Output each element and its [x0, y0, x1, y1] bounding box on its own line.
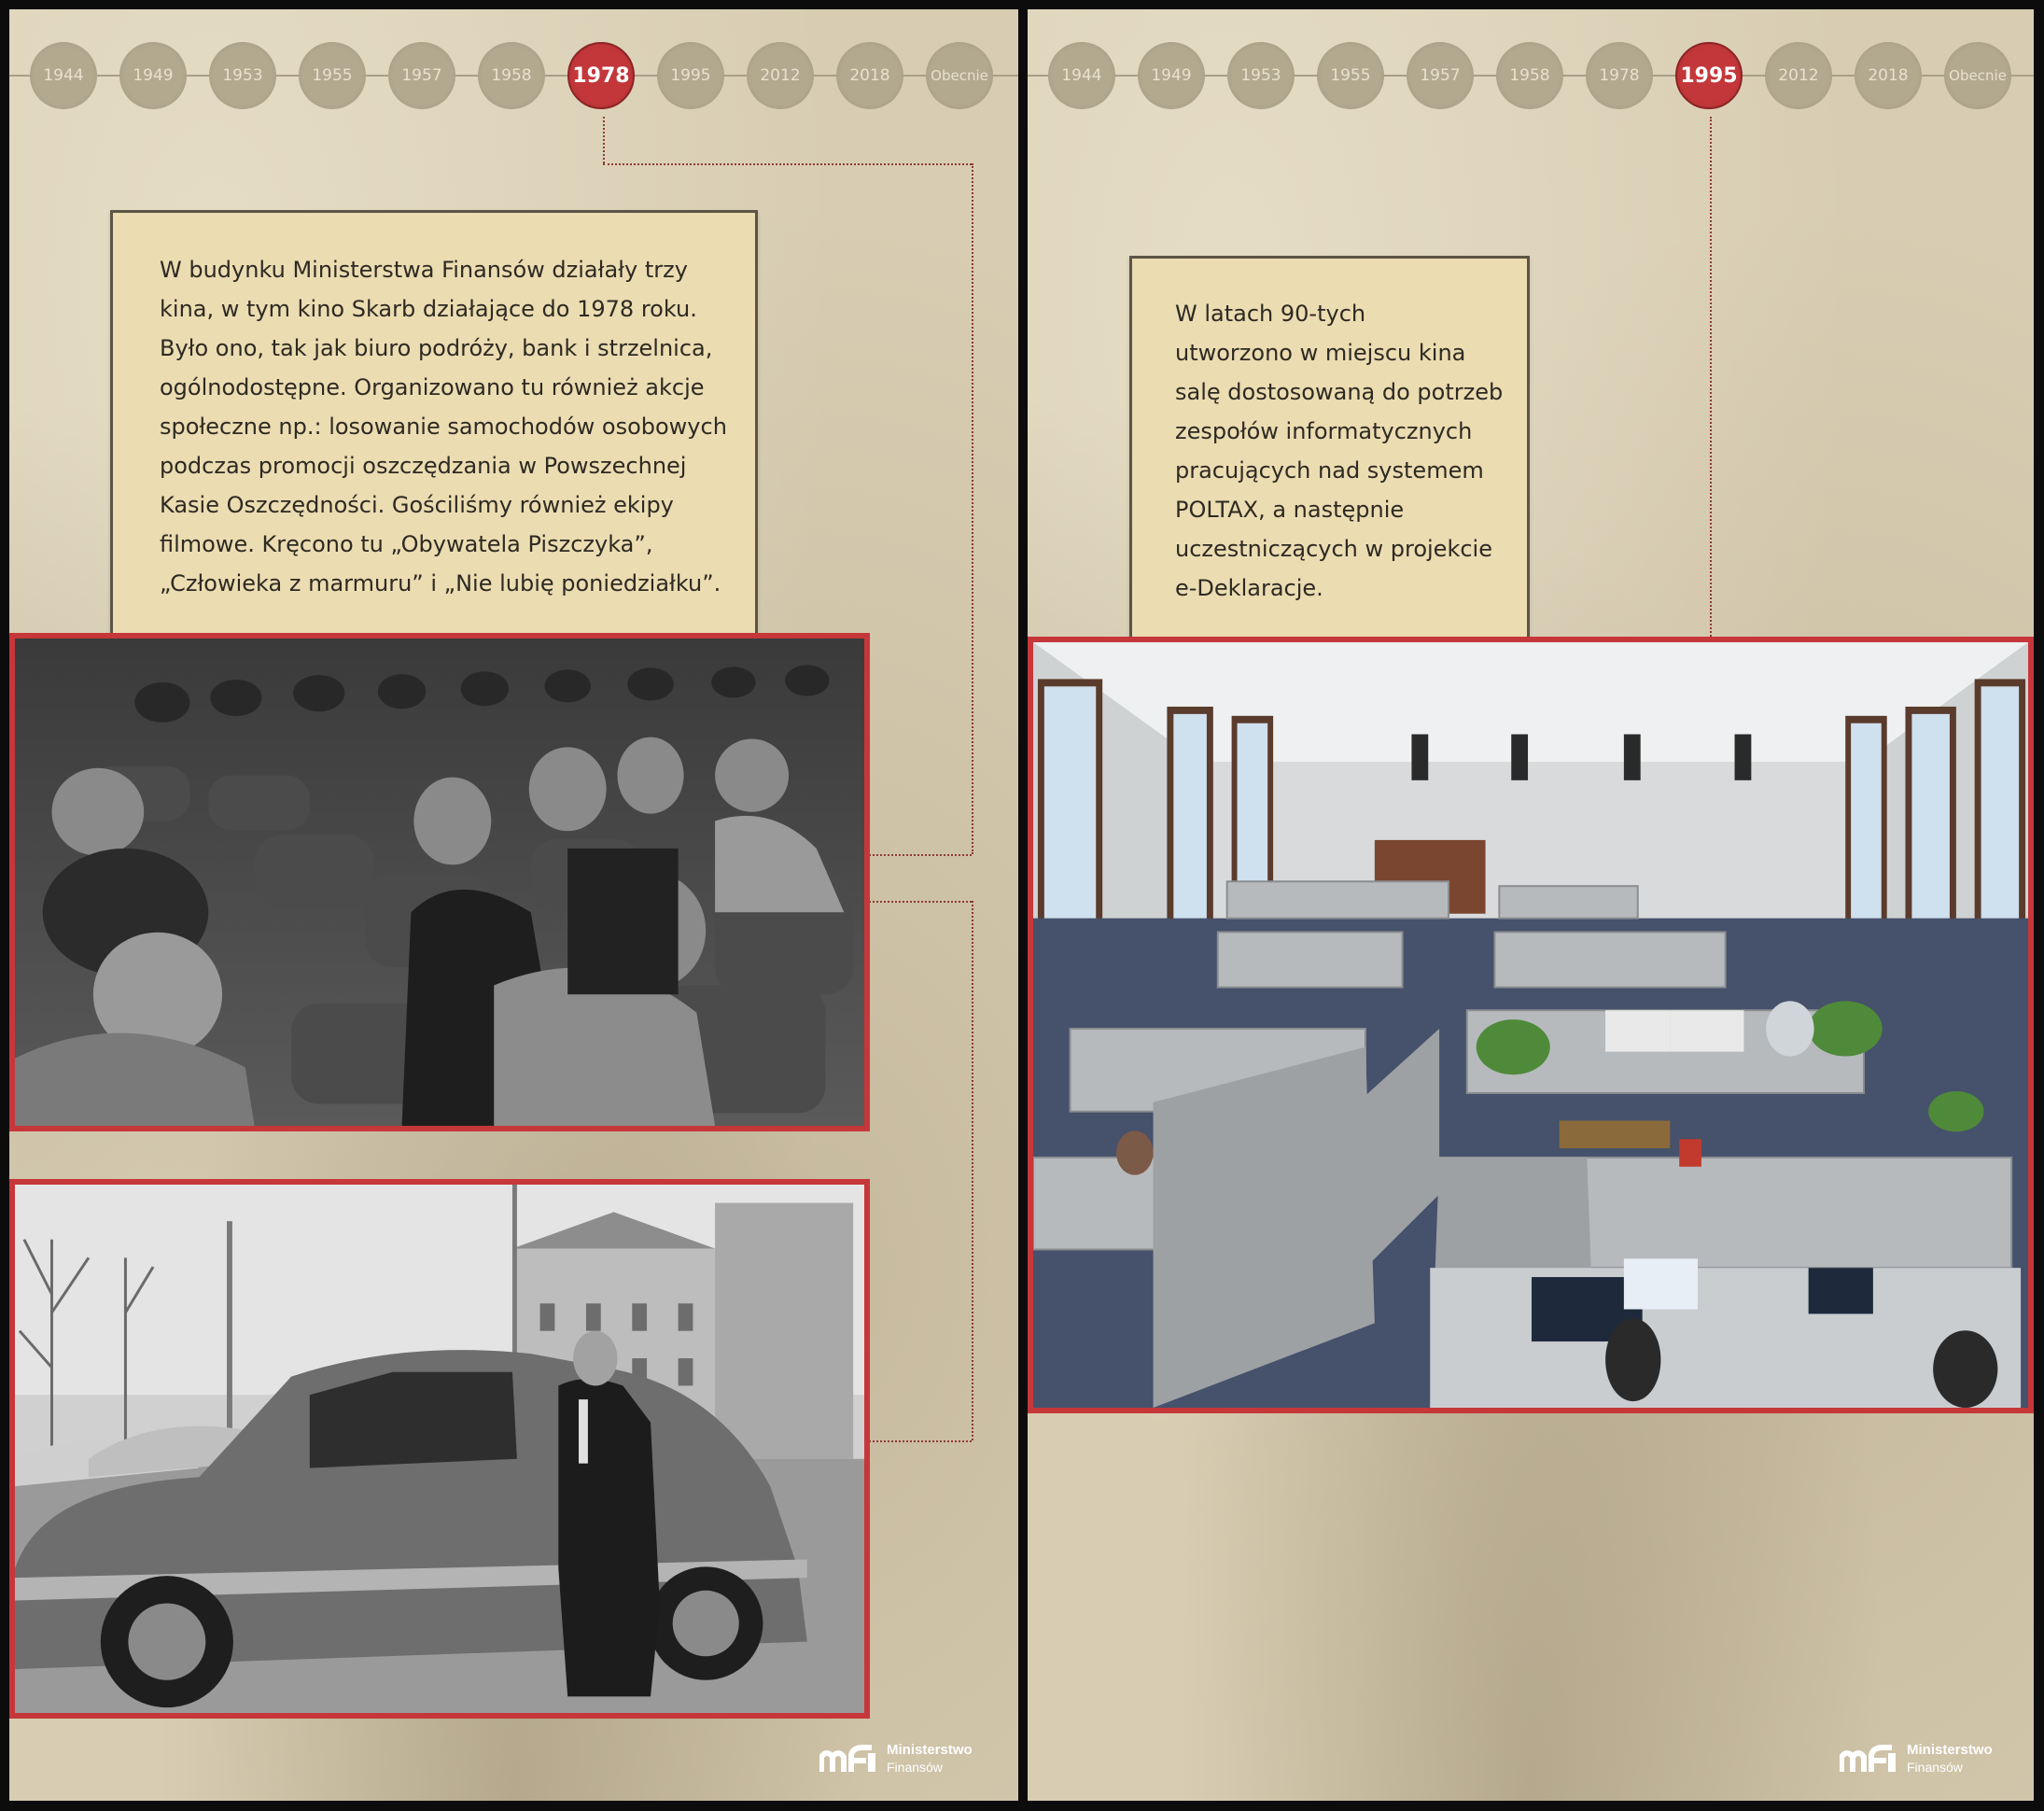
timeline-year-1949[interactable]: 1949: [119, 42, 187, 109]
connector-line: [603, 163, 972, 165]
office-open-space-photo: [1028, 637, 2034, 1413]
connector-line: [972, 163, 973, 854]
connector-line: [1710, 117, 1712, 639]
connector-line: [603, 117, 605, 163]
timeline-year-2018[interactable]: 2018: [836, 42, 903, 109]
timeline-year-1953[interactable]: 1953: [1227, 42, 1295, 109]
connector-line: [866, 854, 972, 856]
description-box: [1129, 256, 1530, 642]
timeline-year-2012[interactable]: 2012: [747, 42, 814, 109]
timeline-year-1955[interactable]: 1955: [1317, 42, 1384, 109]
timeline-year-1949[interactable]: 1949: [1138, 42, 1205, 109]
description-box: [110, 210, 758, 639]
timeline-year-1978[interactable]: 1978: [1586, 42, 1653, 109]
timeline-year-obecnie[interactable]: Obecnie: [1944, 42, 2011, 109]
logo-line2: Finansów: [1907, 1760, 1963, 1775]
timeline-year-1944[interactable]: 1944: [30, 42, 97, 109]
timeline-panel-1978: [9, 9, 1018, 1801]
timeline-year-2012[interactable]: 2012: [1765, 42, 1832, 109]
timeline-year-1995[interactable]: 1995: [657, 42, 724, 109]
timeline-year-1978[interactable]: 1978: [567, 42, 635, 109]
ministry-logo-icon: [819, 1744, 877, 1774]
car-lottery-photo: [9, 1179, 870, 1719]
description-text: W latach 90-tych utworzono w miejscu kina salę dostosowaną do potrzeb zespołów informatycznych pracujących nad systemem POLTAX, a następnie uczestniczących w projekcie e-Deklaracje.: [1175, 301, 1504, 601]
logo-line1: Ministerstwo: [887, 1742, 973, 1758]
timeline-year-2018[interactable]: 2018: [1855, 42, 1922, 109]
connector-line: [866, 1440, 972, 1442]
timeline-year-1955[interactable]: 1955: [299, 42, 366, 109]
ministry-logo-icon: [1840, 1744, 1897, 1774]
timeline-year-1958[interactable]: 1958: [1496, 42, 1563, 109]
connector-line: [972, 901, 973, 1440]
logo-line2: Finansów: [887, 1760, 943, 1775]
timeline-panel-1995: [1028, 9, 2034, 1801]
description-text: W budynku Ministerstwa Finansów działały trzy kina, w tym kino Skarb działające do 1978 roku. Było ono, tak jak biuro podróży, bank i strzelnica, ogólnodostępne. Organizowano tu również akcje społeczne np.: losowanie samochodów osobowych podczas promocji oszczędzania w Powszechnej Kasie Oszczędności. Gościliśmy również ekipy filmowe. Kręcono tu „Obywatela Piszczyka”, „Człowieka z marmuru” i „Nie lubię poniedziałku”.: [160, 257, 727, 597]
logo-line1: Ministerstwo: [1907, 1742, 1993, 1758]
timeline-year-1958[interactable]: 1958: [478, 42, 545, 109]
ministry-logo: [1840, 1742, 1993, 1776]
cinema-audience-photo: [9, 633, 870, 1131]
timeline-year-1957[interactable]: 1957: [388, 42, 455, 109]
timeline-year-obecnie[interactable]: Obecnie: [926, 42, 993, 109]
timeline-year-1995[interactable]: 1995: [1675, 42, 1743, 109]
connector-line: [866, 901, 972, 903]
timeline-year-1944[interactable]: 1944: [1048, 42, 1115, 109]
timeline-year-1953[interactable]: 1953: [209, 42, 276, 109]
timeline-year-1957[interactable]: 1957: [1407, 42, 1474, 109]
ministry-logo: [819, 1742, 973, 1776]
